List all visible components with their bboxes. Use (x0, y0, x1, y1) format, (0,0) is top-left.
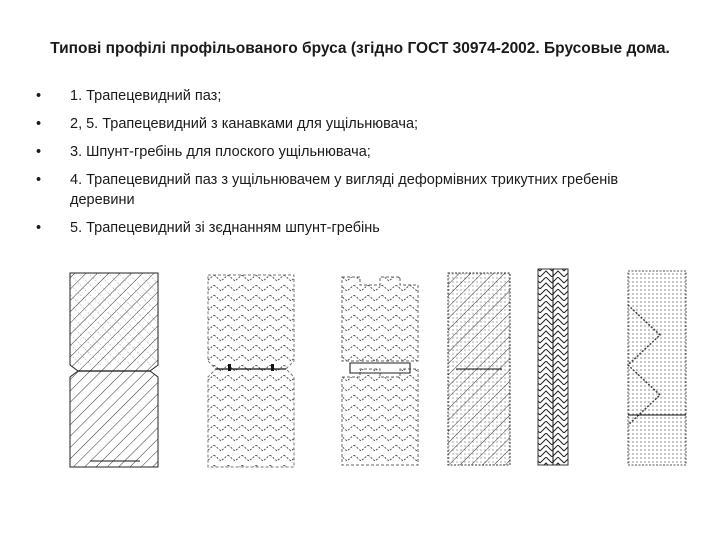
bullet-text: 1. Трапецевидний паз; (70, 88, 222, 104)
profiles-figure (60, 265, 690, 480)
bullet-item (36, 218, 686, 238)
bullet-item (36, 142, 686, 162)
slide-title: Типові профілі профільованого бруса (згідно ГОСТ 30974-2002. Брусовые дома. (50, 40, 670, 57)
timber-profile-cross-sections-icon (60, 265, 690, 480)
bullet-marker: • (36, 88, 42, 104)
bullet-list (36, 86, 686, 246)
profile-4 (448, 273, 510, 465)
bullet-text: 3. Шпунт-гребінь для плоского ущільнювача; (70, 144, 371, 160)
bullet-marker: • (36, 172, 42, 188)
profile-6 (628, 271, 686, 465)
profile-2 (208, 275, 294, 467)
bullet-text: 2, 5. Трапецевидний з канавками для ущільнювача; (70, 116, 419, 132)
bullet-item (36, 114, 686, 134)
bullet-marker: • (36, 116, 42, 132)
bullet-item (36, 170, 686, 210)
bullet-item (36, 86, 686, 106)
bullet-marker: • (36, 220, 42, 236)
bullet-text: 4. Трапецевидний паз з ущільнювачем у вигляді деформівних трикутних гребенів деревини (70, 172, 619, 208)
bullet-marker: • (36, 144, 42, 160)
profile-3 (342, 277, 418, 465)
bullet-text: 5. Трапецевидний зі зєднанням шпунт-гребінь (70, 220, 380, 236)
profile-5 (538, 269, 568, 465)
profile-1 (70, 273, 158, 467)
